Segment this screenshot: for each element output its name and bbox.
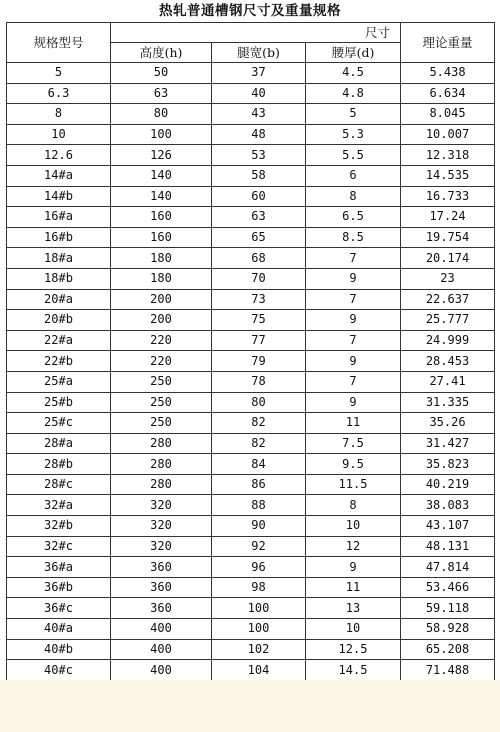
cell-web-thickness: 9.5 [306,454,401,475]
cell-weight: 5.438 [401,63,495,84]
cell-height: 250 [111,392,212,413]
cell-height: 250 [111,413,212,434]
cell-weight: 8.045 [401,104,495,125]
cell-leg-width: 70 [212,268,306,289]
cell-height: 63 [111,83,212,104]
cell-web-thickness: 8 [306,186,401,207]
cell-leg-width: 63 [212,207,306,228]
cell-weight: 47.814 [401,557,495,578]
header-web-thickness: 腰厚(d) [306,43,401,63]
header-theoretical-weight: 理论重量 [401,23,495,63]
cell-height: 50 [111,63,212,84]
cell-model: 8 [7,104,111,125]
cell-model: 25#a [7,371,111,392]
cell-model: 6.3 [7,83,111,104]
cell-web-thickness: 11.5 [306,474,401,495]
cell-leg-width: 58 [212,165,306,186]
cell-model: 14#b [7,186,111,207]
cell-web-thickness: 7 [306,289,401,310]
table-row [7,330,495,351]
cell-height: 126 [111,145,212,166]
cell-leg-width: 68 [212,248,306,269]
cell-weight: 40.219 [401,474,495,495]
cell-web-thickness: 10 [306,619,401,640]
table-row [7,454,495,475]
table-row [7,248,495,269]
cell-height: 400 [111,619,212,640]
cell-model: 16#b [7,227,111,248]
cell-height: 100 [111,124,212,145]
cell-model: 28#b [7,454,111,475]
table-row [7,124,495,145]
cell-height: 280 [111,433,212,454]
cell-model: 28#a [7,433,111,454]
cell-height: 280 [111,454,212,475]
cell-model: 14#a [7,165,111,186]
channel-steel-spec-table [6,22,495,681]
cell-weight: 58.928 [401,619,495,640]
cell-height: 200 [111,289,212,310]
cell-leg-width: 77 [212,330,306,351]
cell-web-thickness: 9 [306,392,401,413]
page-bottom-band [0,680,500,732]
cell-leg-width: 92 [212,536,306,557]
cell-height: 320 [111,495,212,516]
cell-height: 400 [111,660,212,681]
cell-model: 40#a [7,619,111,640]
cell-leg-width: 96 [212,557,306,578]
table-row [7,619,495,640]
cell-weight: 43.107 [401,516,495,537]
cell-weight: 10.007 [401,124,495,145]
cell-model: 18#a [7,248,111,269]
table-row [7,392,495,413]
header-height: 高度(h) [111,43,212,63]
cell-web-thickness: 9 [306,268,401,289]
cell-leg-width: 86 [212,474,306,495]
cell-leg-width: 65 [212,227,306,248]
cell-weight: 53.466 [401,577,495,598]
cell-web-thickness: 12 [306,536,401,557]
cell-weight: 31.335 [401,392,495,413]
table-row [7,145,495,166]
cell-web-thickness: 6.5 [306,207,401,228]
cell-weight: 71.488 [401,660,495,681]
table-row [7,660,495,681]
table-row [7,495,495,516]
table-row [7,577,495,598]
cell-height: 160 [111,207,212,228]
cell-leg-width: 43 [212,104,306,125]
header-sizes-group: 尺寸 [111,23,401,43]
table-row [7,536,495,557]
cell-leg-width: 48 [212,124,306,145]
table-row [7,351,495,372]
cell-model: 22#b [7,351,111,372]
cell-web-thickness: 9 [306,310,401,331]
cell-model: 16#a [7,207,111,228]
cell-model: 40#c [7,660,111,681]
cell-web-thickness: 8.5 [306,227,401,248]
cell-weight: 16.733 [401,186,495,207]
cell-leg-width: 60 [212,186,306,207]
table-row [7,557,495,578]
table-row [7,165,495,186]
cell-model: 10 [7,124,111,145]
cell-height: 220 [111,351,212,372]
cell-leg-width: 100 [212,619,306,640]
cell-web-thickness: 4.5 [306,63,401,84]
cell-height: 280 [111,474,212,495]
cell-model: 36#b [7,577,111,598]
cell-leg-width: 88 [212,495,306,516]
cell-height: 320 [111,536,212,557]
header-leg-width: 腿宽(b) [212,43,306,63]
table-row [7,310,495,331]
cell-leg-width: 84 [212,454,306,475]
cell-height: 250 [111,371,212,392]
cell-weight: 65.208 [401,639,495,660]
cell-leg-width: 82 [212,433,306,454]
cell-web-thickness: 7 [306,330,401,351]
cell-leg-width: 75 [212,310,306,331]
cell-weight: 23 [401,268,495,289]
cell-model: 32#c [7,536,111,557]
cell-leg-width: 104 [212,660,306,681]
cell-height: 200 [111,310,212,331]
table-body [7,63,495,681]
cell-height: 140 [111,165,212,186]
table-row [7,186,495,207]
cell-model: 5 [7,63,111,84]
cell-model: 25#c [7,413,111,434]
cell-weight: 38.083 [401,495,495,516]
cell-leg-width: 53 [212,145,306,166]
table-row [7,83,495,104]
table-row [7,227,495,248]
cell-model: 32#a [7,495,111,516]
cell-model: 40#b [7,639,111,660]
table-row [7,289,495,310]
cell-model: 20#a [7,289,111,310]
cell-height: 160 [111,227,212,248]
cell-height: 180 [111,268,212,289]
header-model: 规格型号 [7,23,111,63]
cell-leg-width: 73 [212,289,306,310]
cell-leg-width: 79 [212,351,306,372]
cell-web-thickness: 7.5 [306,433,401,454]
cell-weight: 25.777 [401,310,495,331]
table-row [7,104,495,125]
cell-web-thickness: 7 [306,371,401,392]
cell-height: 360 [111,598,212,619]
cell-model: 22#a [7,330,111,351]
cell-weight: 59.118 [401,598,495,619]
cell-weight: 35.823 [401,454,495,475]
table-row [7,268,495,289]
cell-web-thickness: 12.5 [306,639,401,660]
cell-height: 320 [111,516,212,537]
cell-web-thickness: 11 [306,577,401,598]
table-row [7,207,495,228]
cell-web-thickness: 5.3 [306,124,401,145]
cell-web-thickness: 9 [306,351,401,372]
cell-model: 12.6 [7,145,111,166]
cell-weight: 17.24 [401,207,495,228]
cell-leg-width: 82 [212,413,306,434]
cell-leg-width: 78 [212,371,306,392]
cell-web-thickness: 11 [306,413,401,434]
cell-weight: 6.634 [401,83,495,104]
cell-weight: 22.637 [401,289,495,310]
cell-web-thickness: 4.8 [306,83,401,104]
cell-web-thickness: 10 [306,516,401,537]
cell-height: 360 [111,557,212,578]
table-row [7,413,495,434]
cell-web-thickness: 6 [306,165,401,186]
cell-height: 180 [111,248,212,269]
cell-weight: 19.754 [401,227,495,248]
cell-model: 20#b [7,310,111,331]
cell-weight: 20.174 [401,248,495,269]
cell-leg-width: 100 [212,598,306,619]
cell-height: 360 [111,577,212,598]
cell-web-thickness: 14.5 [306,660,401,681]
cell-model: 36#c [7,598,111,619]
cell-weight: 14.535 [401,165,495,186]
cell-leg-width: 80 [212,392,306,413]
table-row [7,433,495,454]
table-row [7,474,495,495]
cell-web-thickness: 5 [306,104,401,125]
cell-weight: 28.453 [401,351,495,372]
cell-weight: 12.318 [401,145,495,166]
table-row [7,516,495,537]
cell-weight: 48.131 [401,536,495,557]
cell-leg-width: 102 [212,639,306,660]
cell-leg-width: 37 [212,63,306,84]
table-title: 热轧普通槽钢尺寸及重量规格 [159,3,341,19]
cell-height: 220 [111,330,212,351]
cell-leg-width: 40 [212,83,306,104]
table-row [7,371,495,392]
cell-web-thickness: 13 [306,598,401,619]
table-row [7,598,495,619]
cell-model: 28#c [7,474,111,495]
cell-web-thickness: 8 [306,495,401,516]
cell-height: 400 [111,639,212,660]
cell-model: 18#b [7,268,111,289]
cell-height: 80 [111,104,212,125]
cell-web-thickness: 9 [306,557,401,578]
cell-leg-width: 90 [212,516,306,537]
cell-weight: 27.41 [401,371,495,392]
table-row [7,63,495,84]
cell-model: 36#a [7,557,111,578]
cell-web-thickness: 7 [306,248,401,269]
cell-leg-width: 98 [212,577,306,598]
cell-model: 32#b [7,516,111,537]
cell-weight: 24.999 [401,330,495,351]
table-row [7,639,495,660]
cell-weight: 35.26 [401,413,495,434]
cell-height: 140 [111,186,212,207]
cell-weight: 31.427 [401,433,495,454]
cell-web-thickness: 5.5 [306,145,401,166]
cell-model: 25#b [7,392,111,413]
